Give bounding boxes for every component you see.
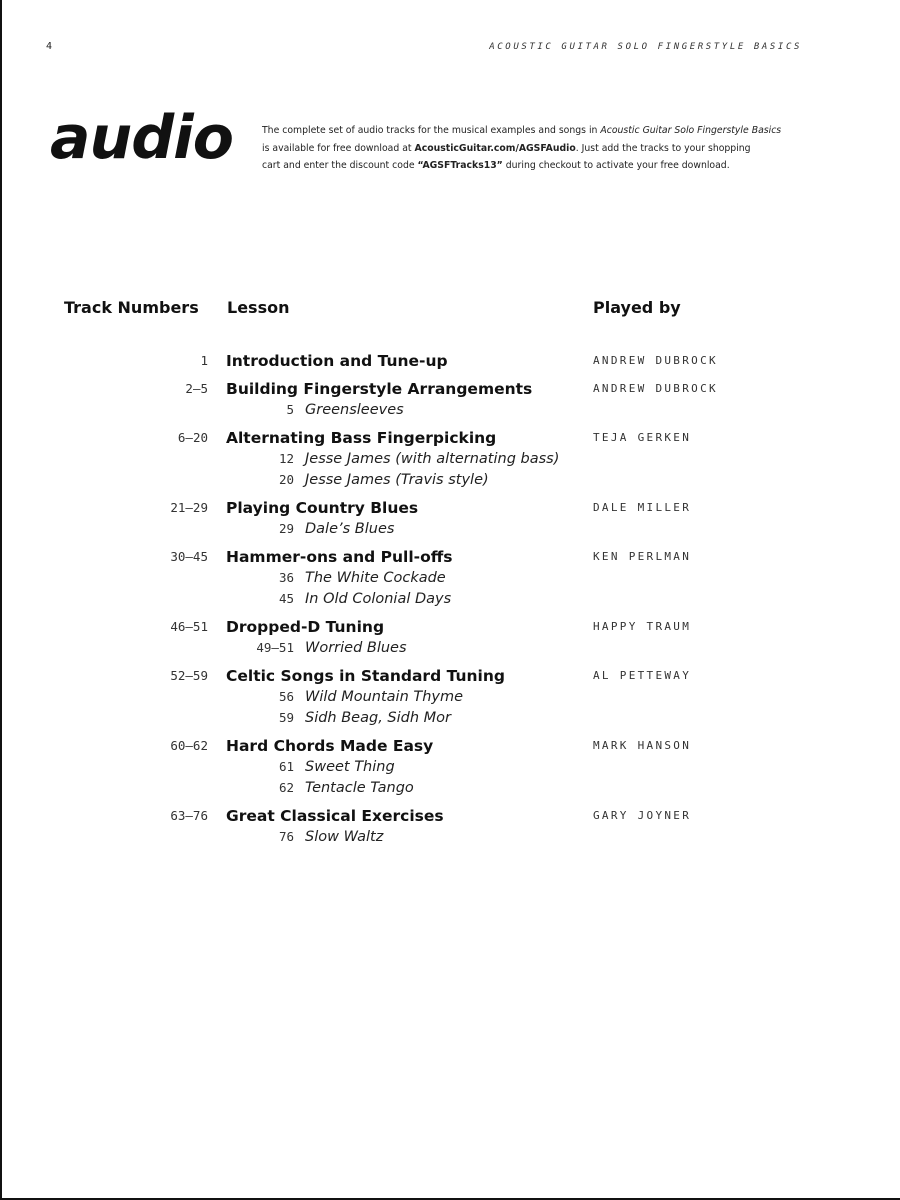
player-name: MARK HANSON — [593, 739, 692, 752]
lesson-row — [0, 497, 900, 519]
song-title: Jesse James (with alternating bass) — [305, 451, 560, 467]
song-track-number: 56 — [278, 689, 294, 704]
lesson-row — [0, 378, 900, 400]
header-track-numbers: Track Numbers — [64, 298, 199, 317]
lesson-row — [0, 350, 900, 372]
lesson-row — [0, 735, 900, 757]
song-title: Wild Mountain Thyme — [305, 689, 464, 705]
track-range: 63–76 — [170, 808, 208, 823]
song-title: The White Cockade — [305, 570, 446, 586]
download-url: AcousticGuitar.com/AGSFAudio — [414, 142, 576, 154]
track-range: 30–45 — [170, 549, 208, 564]
intro-text: is available for free download at — [262, 142, 415, 154]
lesson-title: Alternating Bass Fingerpicking — [226, 429, 497, 447]
player-name: KEN PERLMAN — [593, 550, 692, 563]
track-range: 1 — [200, 353, 208, 368]
track-range: 60–62 — [170, 738, 208, 753]
song-row — [0, 686, 900, 708]
intro-text: The complete set of audio tracks for the musical examples and songs in — [262, 125, 601, 136]
song-row — [0, 826, 900, 848]
song-title: Sweet Thing — [305, 759, 395, 775]
player-name: ANDREW DUBROCK — [593, 354, 718, 367]
header-lesson: Lesson — [227, 298, 290, 317]
song-row — [0, 707, 900, 729]
song-track-number: 62 — [278, 780, 294, 795]
song-title: Sidh Beag, Sidh Mor — [305, 710, 451, 726]
header-played-by: Played by — [593, 298, 681, 317]
song-row — [0, 777, 900, 799]
player-name: TEJA GERKEN — [593, 431, 692, 444]
player-name: AL PETTEWAY — [593, 669, 692, 682]
song-track-number: 29 — [278, 521, 294, 536]
song-title: Worried Blues — [305, 640, 407, 656]
track-range: 46–51 — [170, 619, 208, 634]
player-name: DALE MILLER — [593, 501, 692, 514]
lesson-title: Dropped-D Tuning — [226, 618, 385, 636]
player-name: GARY JOYNER — [593, 809, 692, 822]
lesson-title: Introduction and Tune-up — [226, 352, 448, 370]
intro-text: cart and enter the discount code — [262, 160, 418, 171]
intro-text: . Just add the tracks to your shopping — [575, 142, 751, 154]
lesson-title: Hammer-ons and Pull-offs — [226, 548, 453, 566]
song-title: Jesse James (Travis style) — [305, 472, 489, 488]
song-track-number: 61 — [278, 759, 294, 774]
song-track-number: 5 — [286, 402, 294, 417]
lesson-title: Hard Chords Made Easy — [226, 737, 434, 755]
song-row — [0, 756, 900, 778]
song-row — [0, 518, 900, 540]
song-title: Tentacle Tango — [305, 780, 414, 796]
song-row — [0, 448, 900, 470]
song-track-number: 59 — [278, 710, 294, 725]
track-range: 21–29 — [170, 500, 208, 515]
lesson-row — [0, 805, 900, 827]
song-row — [0, 469, 900, 491]
song-track-number: 36 — [278, 570, 294, 585]
song-track-number: 76 — [278, 829, 294, 844]
lesson-row — [0, 546, 900, 568]
song-track-number: 49–51 — [256, 640, 294, 655]
player-name: ANDREW DUBROCK — [593, 382, 718, 395]
lesson-row — [0, 616, 900, 638]
song-row — [0, 637, 900, 659]
song-title: In Old Colonial Days — [305, 591, 452, 607]
lesson-row — [0, 665, 900, 687]
book-title: Acoustic Guitar Solo Fingerstyle Basics — [600, 125, 782, 136]
intro-text: during checkout to activate your free download. — [502, 160, 730, 171]
song-row — [0, 399, 900, 421]
song-title: Greensleeves — [305, 402, 404, 418]
song-title: Dale’s Blues — [305, 521, 395, 537]
lesson-title: Playing Country Blues — [226, 499, 419, 517]
song-track-number: 12 — [278, 451, 294, 466]
track-range: 52–59 — [170, 668, 208, 683]
lesson-row — [0, 427, 900, 449]
lesson-title: Great Classical Exercises — [226, 807, 444, 825]
page-number: 4 — [46, 41, 53, 52]
audio-heading: audio — [50, 103, 233, 173]
song-row — [0, 567, 900, 589]
song-track-number: 45 — [278, 591, 294, 606]
player-name: HAPPY TRAUM — [593, 620, 692, 633]
song-row — [0, 588, 900, 610]
lesson-title: Celtic Songs in Standard Tuning — [226, 667, 505, 685]
discount-code: “AGSFTracks13” — [417, 160, 503, 171]
track-range: 6–20 — [177, 430, 208, 445]
song-track-number: 20 — [278, 472, 294, 487]
track-range: 2–5 — [185, 381, 208, 396]
lesson-title: Building Fingerstyle Arrangements — [226, 380, 533, 398]
running-head: ACOUSTIC GUITAR SOLO FINGERSTYLE BASICS — [489, 42, 802, 52]
song-title: Slow Waltz — [305, 829, 384, 845]
